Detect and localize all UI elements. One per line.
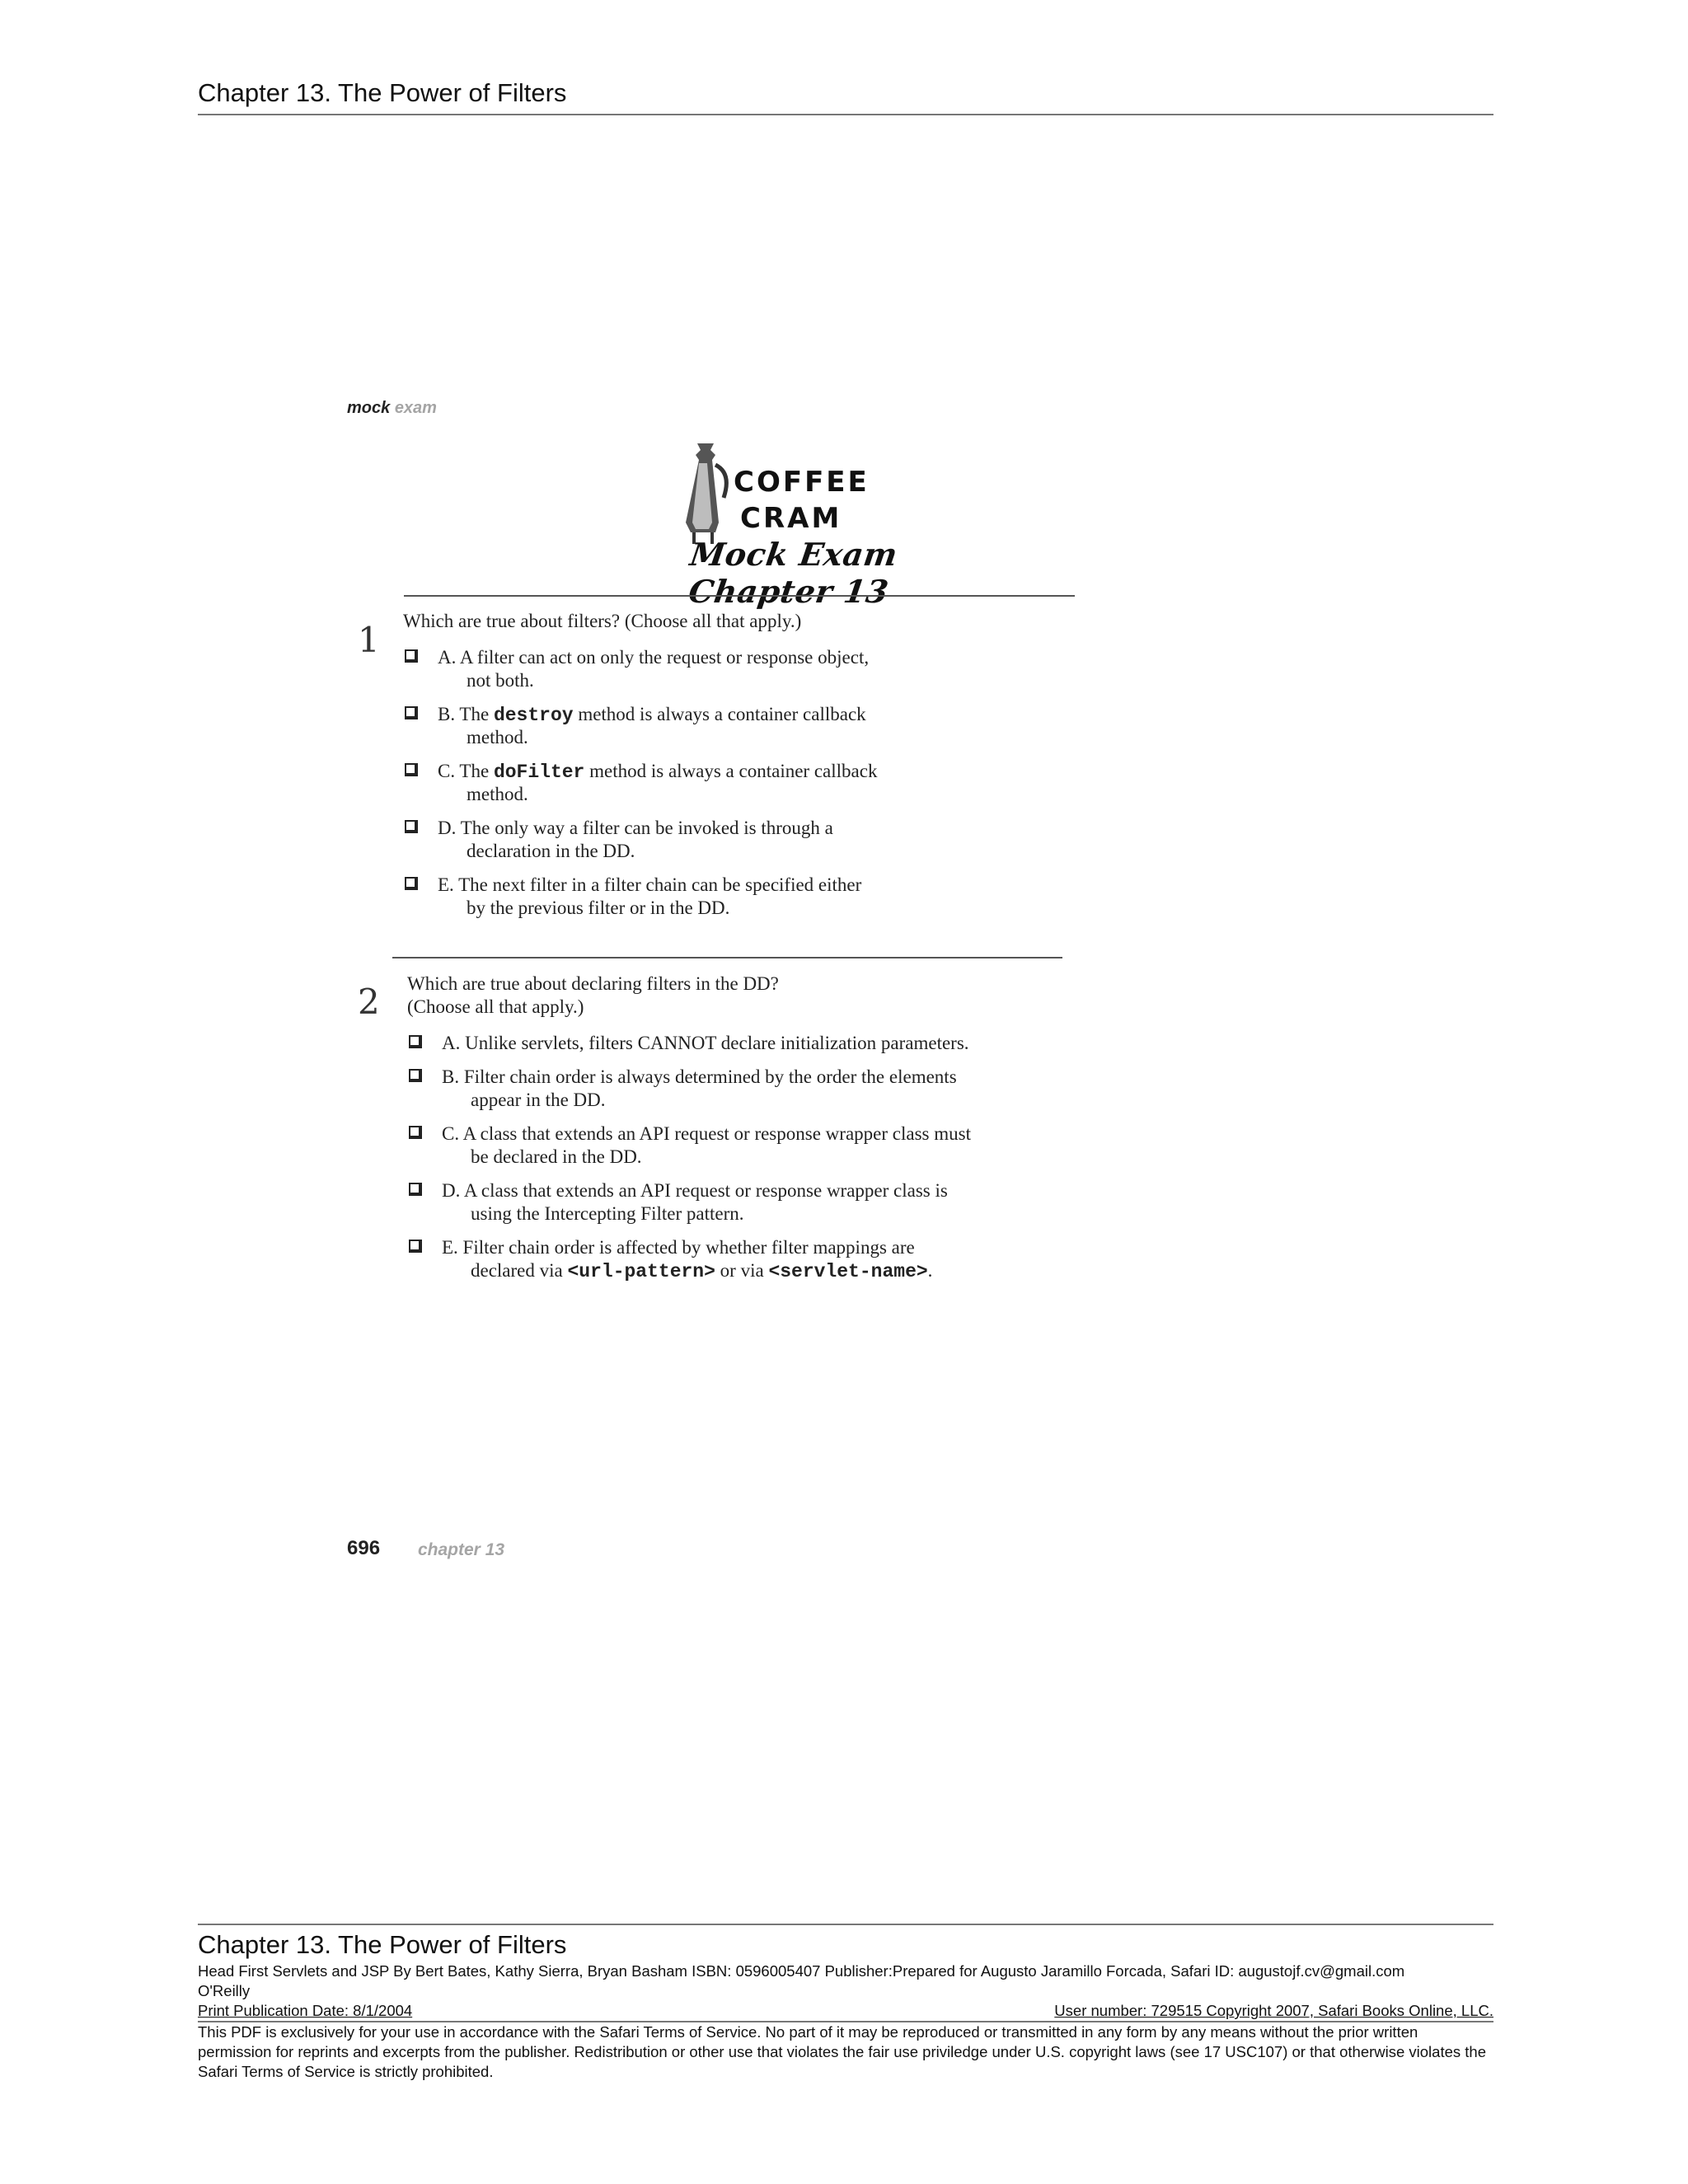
checkbox-icon[interactable] [409,1183,422,1196]
checkbox-icon[interactable] [409,1069,422,1082]
footer-print-row [198,2001,1493,2022]
question-number: 2 [358,982,380,1022]
section-tab-light: exam [394,399,437,417]
page-folio [347,1537,505,1560]
coffee-cram-logo [674,440,930,547]
logo-line2: CRAM [740,502,842,535]
question-text: Which are true about filters? (Choose all that apply.) [403,611,802,631]
page-footer [198,1924,1493,2082]
checkbox-icon[interactable] [409,1240,422,1253]
checkbox-icon[interactable] [409,1035,422,1048]
checkbox-icon[interactable] [405,877,418,890]
footer-legal: This PDF is exclusively for your use in accordance with the Safari Terms of Service. No part of it may be reproduced or transmitted in any form by any means without the prior written permission for reprints and excerpts from the publisher. Redistribution or other use that violates the fair use priviledge under U.S. copyright laws (see 17 USC107) or that otherwise violates the Safari Terms of Service is strictly prohibited. [198,2023,1486,2080]
checkbox-icon[interactable] [405,763,418,776]
checkbox-icon[interactable] [405,820,418,833]
section-tab-strong: mock [347,399,391,417]
footer-user-info: User number: 729515 Copyright 2007, Safari Books Online, LLC. [1054,2002,1493,2019]
footer-title: Chapter 13. The Power of Filters [198,1924,1493,1961]
checkbox-icon[interactable] [405,649,418,663]
footer-book-info: Head First Servlets and JSP By Bert Bates, Kathy Sierra, Bryan Basham ISBN: 0596005407 Publisher:Prepared for Augusto Jaramillo Forcada, Safari ID: augustojf.cv@gmail.com [198,1962,1405,1980]
question-number: 1 [358,620,380,660]
exam-title: Mock Exam Chapter 13 [686,536,900,610]
section-tab [347,399,437,418]
checkbox-icon[interactable] [405,706,418,719]
footer-print-date: Print Publication Date: 8/1/2004 [198,2002,413,2019]
footer-publisher: O'Reilly [198,1982,251,1999]
question-text: Which are true about declaring filters in the DD? (Choose all that apply.) [407,973,779,1017]
question-divider [392,957,1062,958]
folio-chapter: chapter 13 [418,1540,505,1559]
title-divider [404,595,1075,597]
coffee-pot-icon [686,443,726,544]
page-header-title: Chapter 13. The Power of Filters [198,76,1493,115]
page-number: 696 [347,1537,381,1559]
checkbox-icon[interactable] [409,1126,422,1139]
logo-line1: COFFEE [734,466,870,499]
